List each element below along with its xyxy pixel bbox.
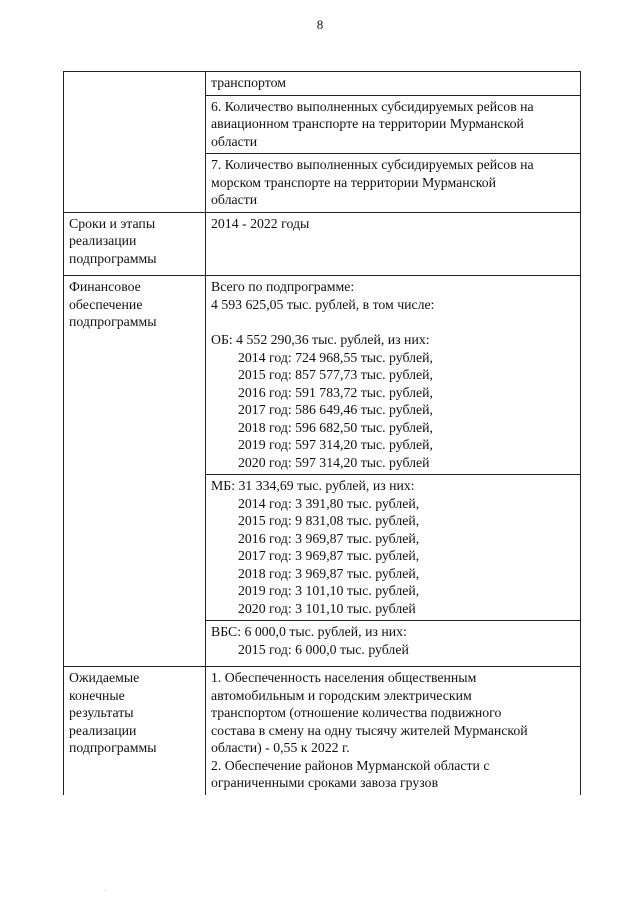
item7-line: морском транспорте на территории Мурманской <box>211 174 497 190</box>
ob-year-line: 2016 год: 591 783,72 тыс. рублей, <box>238 384 433 400</box>
terms-label-line: реализации <box>69 233 137 248</box>
mb-year-line: 2014 год: 3 391,80 тыс. рублей, <box>238 495 420 511</box>
mb-heading: МБ: 31 334,69 тыс. рублей, из них: <box>211 478 415 493</box>
vbs-heading: ВБС: 6 000,0 тыс. рублей, из них: <box>211 624 407 639</box>
table-row-results <box>64 667 581 795</box>
table-row-finance-ob <box>64 276 581 475</box>
ob-year-line: 2014 год: 724 968,55 тыс. рублей, <box>238 349 433 365</box>
terms-label-line: Сроки и этапы <box>69 215 156 231</box>
results-line: транспортом (отношение количества подвижного <box>211 705 502 720</box>
terms-value-cell <box>206 212 581 276</box>
item6-line: авиационном транспорте на территории Мурманской <box>211 116 524 131</box>
finance-total-line: 4 593 625,05 тыс. рублей, в том числе: <box>211 296 435 312</box>
results-label-line: Ожидаемые <box>69 670 140 685</box>
page-number: 8 <box>316 17 324 32</box>
item7-line: 7. Количество выполненных субсидируемых рейсов на <box>211 157 534 172</box>
empty-label-cell <box>64 72 206 213</box>
results-label-line: результаты <box>69 705 134 720</box>
results-line: 2. Обеспечение районов Мурманской области с <box>211 757 490 773</box>
mb-year-line: 2015 год: 9 831,08 тыс. рублей, <box>238 513 420 528</box>
continuation-cell <box>206 72 581 96</box>
mb-year-line: 2016 год: 3 969,87 тыс. рублей, <box>238 530 420 546</box>
ob-year-line: 2015 год: 857 577,73 тыс. рублей, <box>238 367 433 382</box>
results-label-line: конечные <box>69 687 125 703</box>
results-line: автомобильным и городским электрическим <box>211 687 472 703</box>
finance-vbs-cell <box>206 621 581 667</box>
results-line: области) - 0,55 к 2022 г. <box>211 740 350 755</box>
ob-year-line: 2018 год: 596 682,50 тыс. рублей, <box>238 419 433 435</box>
results-line: 1. Обеспеченность населения общественным <box>211 670 477 685</box>
finance-label-line: обеспечение <box>69 296 143 312</box>
item6-line: 6. Количество выполненных субсидируемых рейсов на <box>211 98 534 114</box>
results-value-cell <box>206 667 581 795</box>
finance-label-line: Финансовое <box>69 279 141 294</box>
spacer <box>211 313 576 331</box>
mb-year-line: 2020 год: 3 101,10 тыс. рублей <box>238 600 416 616</box>
results-label-line: реализации <box>69 722 137 738</box>
terms-label-line: подпрограммы <box>69 250 157 266</box>
terms-label-cell <box>64 212 206 276</box>
ob-year-line: 2020 год: 597 314,20 тыс. рублей <box>238 454 430 470</box>
item7-line: области <box>211 192 258 207</box>
results-label-line: подпрограммы <box>69 740 157 755</box>
finance-total-line: Всего по подпрограмме: <box>211 279 355 294</box>
scan-speck: . <box>104 884 106 893</box>
results-label-cell <box>64 667 206 795</box>
item6-cell <box>206 95 581 154</box>
table-row-continuation <box>64 72 581 96</box>
mb-year-line: 2018 год: 3 969,87 тыс. рублей, <box>238 565 420 581</box>
mb-year-line: 2017 год: 3 969,87 тыс. рублей, <box>238 548 420 563</box>
vbs-year-line: 2015 год: 6 000,0 тыс. рублей <box>238 641 409 657</box>
results-line: состава в смену на одну тысячу жителей Мурманской <box>211 722 528 738</box>
continuation-text: транспортом <box>211 75 286 90</box>
results-line: ограниченными сроками завоза грузов <box>211 775 439 790</box>
terms-value: 2014 - 2022 годы <box>211 215 310 231</box>
finance-label-cell <box>64 276 206 667</box>
ob-year-line: 2017 год: 586 649,46 тыс. рублей, <box>238 402 433 417</box>
ob-heading: ОБ: 4 552 290,36 тыс. рублей, из них: <box>211 332 430 347</box>
item7-cell <box>206 154 581 213</box>
mb-year-line: 2019 год: 3 101,10 тыс. рублей, <box>238 583 420 598</box>
table-row-terms <box>64 212 581 276</box>
finance-ob-cell <box>206 276 581 475</box>
finance-mb-cell <box>206 475 581 621</box>
ob-year-line: 2019 год: 597 314,20 тыс. рублей, <box>238 437 433 452</box>
item6-line: области <box>211 133 258 149</box>
finance-label-line: подпрограммы <box>69 314 157 329</box>
subprogram-passport-table <box>63 71 581 795</box>
